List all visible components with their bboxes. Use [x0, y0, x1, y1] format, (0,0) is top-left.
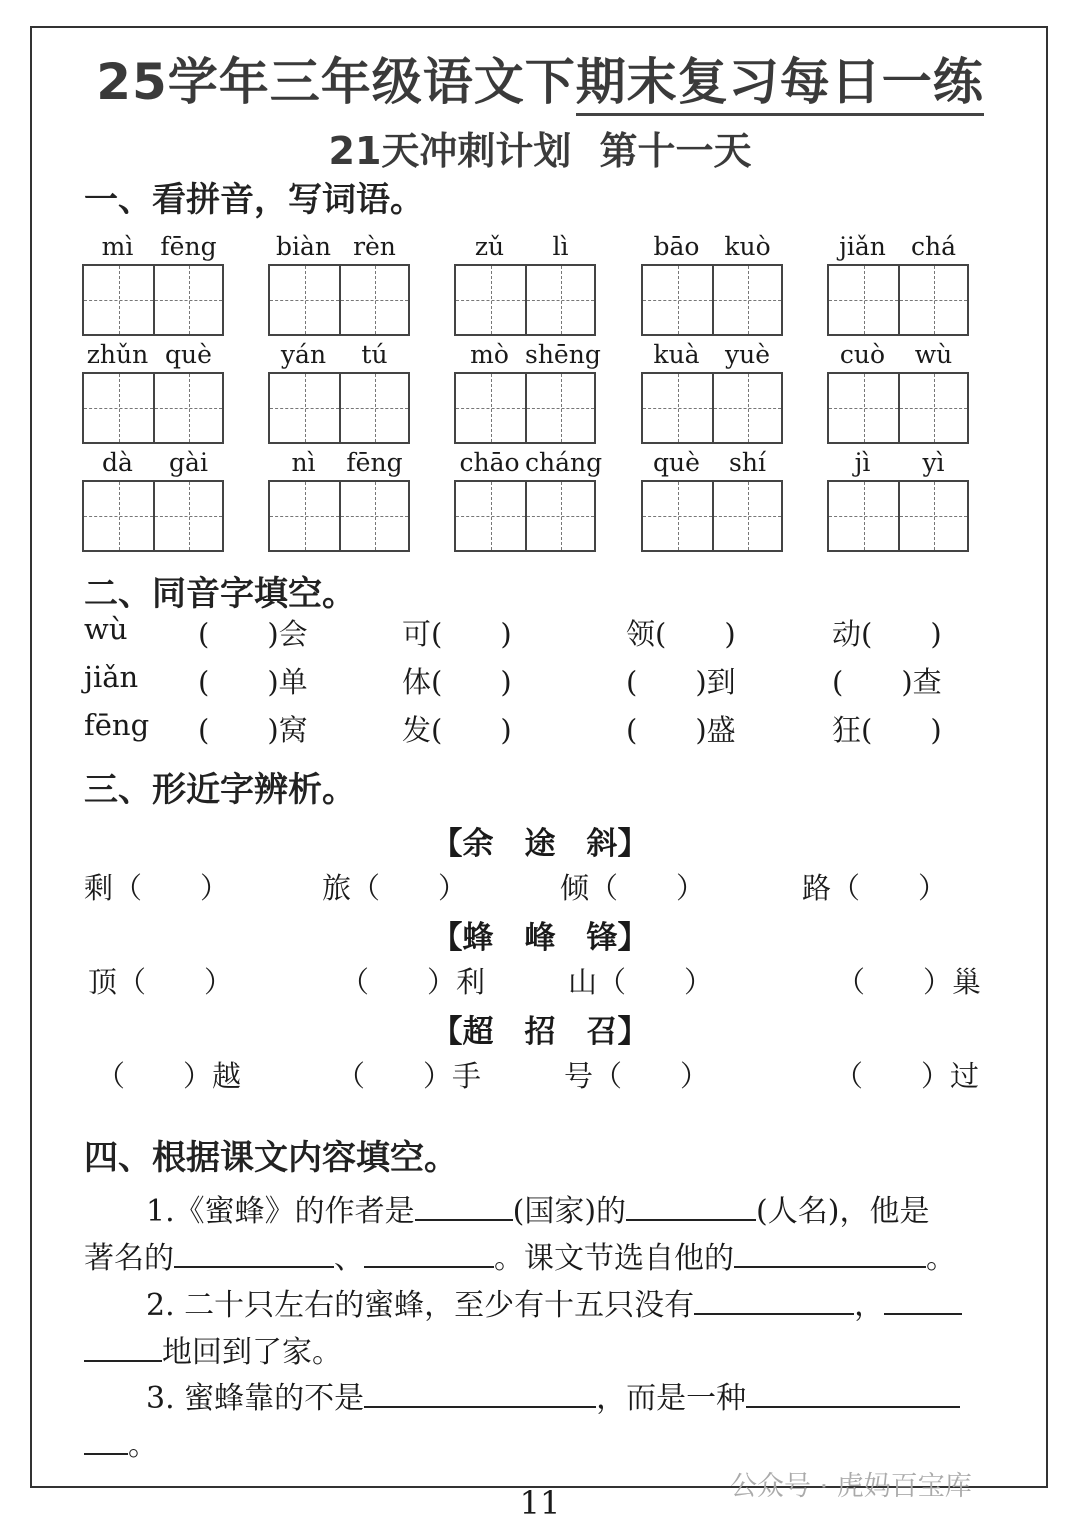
answer-blank[interactable] — [84, 1330, 162, 1362]
pinyin-item — [82, 448, 224, 552]
question-1: 1.《蜜蜂》的作者是 (国家)的 (人名)，他是 著名的 、 。课文节选自他的 。 — [84, 1188, 994, 1282]
char-blank[interactable]: 顶（ ） — [88, 965, 234, 999]
pinyin-label — [268, 232, 410, 264]
pinyin-syllable: yì — [922, 448, 945, 477]
answer-blank[interactable] — [884, 1283, 962, 1315]
pinyin-item — [454, 448, 603, 552]
page-subtitle — [0, 120, 1080, 175]
homophone-blank[interactable]: 体( ) — [402, 665, 512, 699]
pinyin-syllable: fēng — [160, 232, 217, 261]
pinyin-syllable: wù — [914, 340, 953, 369]
pinyin-label — [454, 448, 603, 480]
page-number: 11 — [519, 1484, 561, 1522]
homophone-blank[interactable]: ( )单 — [198, 665, 308, 699]
pinyin-item — [827, 232, 969, 336]
writing-cell[interactable] — [525, 374, 594, 442]
pinyin-item — [827, 448, 969, 552]
writing-cell[interactable] — [829, 374, 898, 442]
question-2: 2. 二十只左右的蜜蜂，至少有十五只没有 ， 地回到了家。 — [84, 1282, 994, 1376]
answer-blank[interactable] — [694, 1283, 854, 1315]
writing-cell[interactable] — [712, 266, 781, 334]
homophone-pinyin: fēng — [84, 708, 150, 742]
answer-blank[interactable] — [174, 1236, 334, 1268]
pinyin-syllable: yuè — [724, 340, 771, 369]
writing-grid — [268, 480, 410, 552]
char-group-label: 【余 途 斜】 — [431, 826, 649, 862]
pinyin-label — [268, 448, 410, 480]
pinyin-item — [268, 340, 410, 444]
writing-grid — [827, 480, 969, 552]
page-title — [0, 42, 1080, 114]
writing-grid — [454, 480, 596, 552]
pinyin-syllable: cháng — [525, 448, 603, 477]
char-blank[interactable]: （ ）手 — [336, 1059, 482, 1093]
pinyin-item — [268, 448, 410, 552]
section-1-heading: 一、看拼音，写词语。 — [84, 180, 424, 220]
char-group-label: 【超 招 召】 — [431, 1014, 649, 1050]
homophone-blank[interactable]: ( )盛 — [626, 713, 736, 747]
answer-blank[interactable] — [626, 1189, 756, 1221]
pinyin-syllable: jì — [854, 448, 871, 477]
pinyin-label — [827, 448, 969, 480]
writing-cell[interactable] — [153, 374, 222, 442]
pinyin-label — [454, 340, 601, 372]
answer-blank[interactable] — [84, 1423, 128, 1455]
writing-grid — [827, 372, 969, 444]
subtitle-plan: 21天冲刺计划 — [328, 129, 572, 173]
pinyin-syllable: dà — [102, 448, 133, 477]
writing-cell[interactable] — [270, 266, 339, 334]
writing-grid — [454, 372, 596, 444]
pinyin-syllable: fēng — [346, 448, 403, 477]
writing-cell[interactable] — [153, 482, 222, 550]
pinyin-label — [827, 232, 969, 264]
pinyin-syllable: què — [165, 340, 212, 369]
pinyin-syllable: mì — [101, 232, 134, 261]
pinyin-label — [827, 340, 969, 372]
writing-grid — [641, 372, 783, 444]
pinyin-item — [82, 232, 224, 336]
pinyin-syllable: bāo — [653, 232, 700, 261]
homophone-blank[interactable]: 领( ) — [626, 617, 736, 651]
title-part-b: 期末复习每日一练 — [576, 53, 984, 116]
writing-cell[interactable] — [525, 266, 594, 334]
writing-cell[interactable] — [339, 482, 408, 550]
pinyin-syllable: lì — [552, 232, 569, 261]
writing-grid — [82, 480, 224, 552]
char-blank[interactable]: 山（ ） — [568, 965, 714, 999]
writing-cell[interactable] — [712, 482, 781, 550]
writing-cell[interactable] — [456, 374, 525, 442]
homophone-blank[interactable]: 动( ) — [832, 617, 942, 651]
char-blank[interactable]: 号（ ） — [564, 1059, 710, 1093]
writing-cell[interactable] — [643, 374, 712, 442]
char-blank[interactable]: （ ）过 — [834, 1059, 980, 1093]
answer-blank[interactable] — [746, 1376, 960, 1408]
writing-cell[interactable] — [84, 482, 153, 550]
writing-cell[interactable] — [712, 374, 781, 442]
pinyin-syllable: chá — [910, 232, 956, 261]
char-blank[interactable]: （ ）巢 — [836, 965, 982, 999]
writing-grid — [641, 480, 783, 552]
watermark: 公众号 · 虎妈百宝库 — [730, 1471, 972, 1502]
writing-grid — [82, 264, 224, 336]
writing-grid — [827, 264, 969, 336]
homophone-blank[interactable]: ( )会 — [198, 617, 308, 651]
pinyin-syllable: gài — [169, 448, 208, 477]
pinyin-syllable: shí — [729, 448, 766, 477]
answer-blank[interactable] — [415, 1189, 513, 1221]
subtitle-day: 第十一天 — [599, 129, 752, 173]
pinyin-syllable: yán — [280, 340, 327, 369]
writing-cell[interactable] — [153, 266, 222, 334]
pinyin-label — [454, 232, 596, 264]
homophone-blank[interactable]: 可( ) — [402, 617, 512, 651]
writing-grid — [641, 264, 783, 336]
homophone-blank[interactable]: ( )到 — [626, 665, 736, 699]
pinyin-syllable: jiǎn — [839, 232, 886, 261]
pinyin-item — [454, 232, 596, 336]
question-3: 3. 蜜蜂靠的不是 ，而是一种 。 — [84, 1375, 994, 1469]
homophone-pinyin: jiǎn — [84, 660, 139, 694]
pinyin-label — [641, 340, 783, 372]
homophone-blank[interactable]: 发( ) — [402, 713, 512, 747]
pinyin-syllable: rèn — [353, 232, 396, 261]
pinyin-item — [827, 340, 969, 444]
pinyin-label — [82, 340, 224, 372]
pinyin-label — [641, 232, 783, 264]
writing-grid — [268, 372, 410, 444]
pinyin-syllable: chāo — [459, 448, 520, 477]
pinyin-syllable: shēng — [525, 340, 601, 369]
char-group-label: 【蜂 峰 锋】 — [431, 920, 649, 956]
homophone-blank[interactable]: ( )窝 — [198, 713, 308, 747]
section-4-heading: 四、根据课文内容填空。 — [84, 1138, 458, 1178]
pinyin-syllable: zhǔn — [86, 340, 149, 369]
pinyin-item — [641, 340, 783, 444]
answer-blank[interactable] — [364, 1236, 494, 1268]
writing-cell[interactable] — [829, 482, 898, 550]
homophone-blank[interactable]: ( )查 — [832, 665, 942, 699]
writing-cell[interactable] — [456, 482, 525, 550]
writing-cell[interactable] — [898, 374, 967, 442]
char-blank[interactable]: （ ）利 — [340, 965, 486, 999]
writing-cell[interactable] — [84, 374, 153, 442]
homophone-blank[interactable]: 狂( ) — [832, 713, 942, 747]
pinyin-item — [641, 448, 783, 552]
pinyin-syllable: tú — [361, 340, 388, 369]
writing-cell[interactable] — [898, 482, 967, 550]
char-blank[interactable]: 旅（ ） — [322, 871, 468, 905]
writing-cell[interactable] — [270, 482, 339, 550]
writing-cell[interactable] — [898, 266, 967, 334]
writing-cell[interactable] — [643, 266, 712, 334]
writing-cell[interactable] — [84, 266, 153, 334]
answer-blank[interactable] — [734, 1236, 926, 1268]
char-blank[interactable]: 倾（ ） — [560, 871, 706, 905]
pinyin-syllable: biàn — [275, 232, 331, 261]
writing-grid — [82, 372, 224, 444]
homophone-pinyin: wù — [84, 612, 128, 646]
pinyin-syllable: què — [653, 448, 700, 477]
pinyin-label — [641, 448, 783, 480]
writing-cell[interactable] — [456, 266, 525, 334]
pinyin-label — [82, 232, 224, 264]
writing-cell[interactable] — [339, 266, 408, 334]
pinyin-label — [268, 340, 410, 372]
pinyin-syllable: nì — [291, 448, 316, 477]
writing-cell[interactable] — [525, 482, 594, 550]
char-blank[interactable]: 剩（ ） — [84, 871, 230, 905]
char-blank[interactable]: （ ）越 — [96, 1059, 242, 1093]
writing-cell[interactable] — [829, 266, 898, 334]
pinyin-syllable: mò — [470, 340, 509, 369]
pinyin-syllable: cuò — [839, 340, 886, 369]
section-2-heading: 二、同音字填空。 — [84, 574, 356, 614]
writing-cell[interactable] — [643, 482, 712, 550]
char-blank[interactable]: 路（ ） — [802, 871, 948, 905]
writing-grid — [268, 264, 410, 336]
pinyin-item — [268, 232, 410, 336]
pinyin-item — [82, 340, 224, 444]
answer-blank[interactable] — [364, 1376, 596, 1408]
section-3-heading: 三、形近字辨析。 — [84, 770, 356, 810]
pinyin-item — [454, 340, 601, 444]
writing-cell[interactable] — [339, 374, 408, 442]
pinyin-syllable: kuò — [724, 232, 771, 261]
pinyin-label — [82, 448, 224, 480]
pinyin-syllable: zǔ — [474, 232, 505, 261]
writing-cell[interactable] — [270, 374, 339, 442]
pinyin-syllable: kuà — [653, 340, 700, 369]
writing-grid — [454, 264, 596, 336]
pinyin-item — [641, 232, 783, 336]
title-part-a: 25学年三年级语文下 — [96, 53, 576, 111]
